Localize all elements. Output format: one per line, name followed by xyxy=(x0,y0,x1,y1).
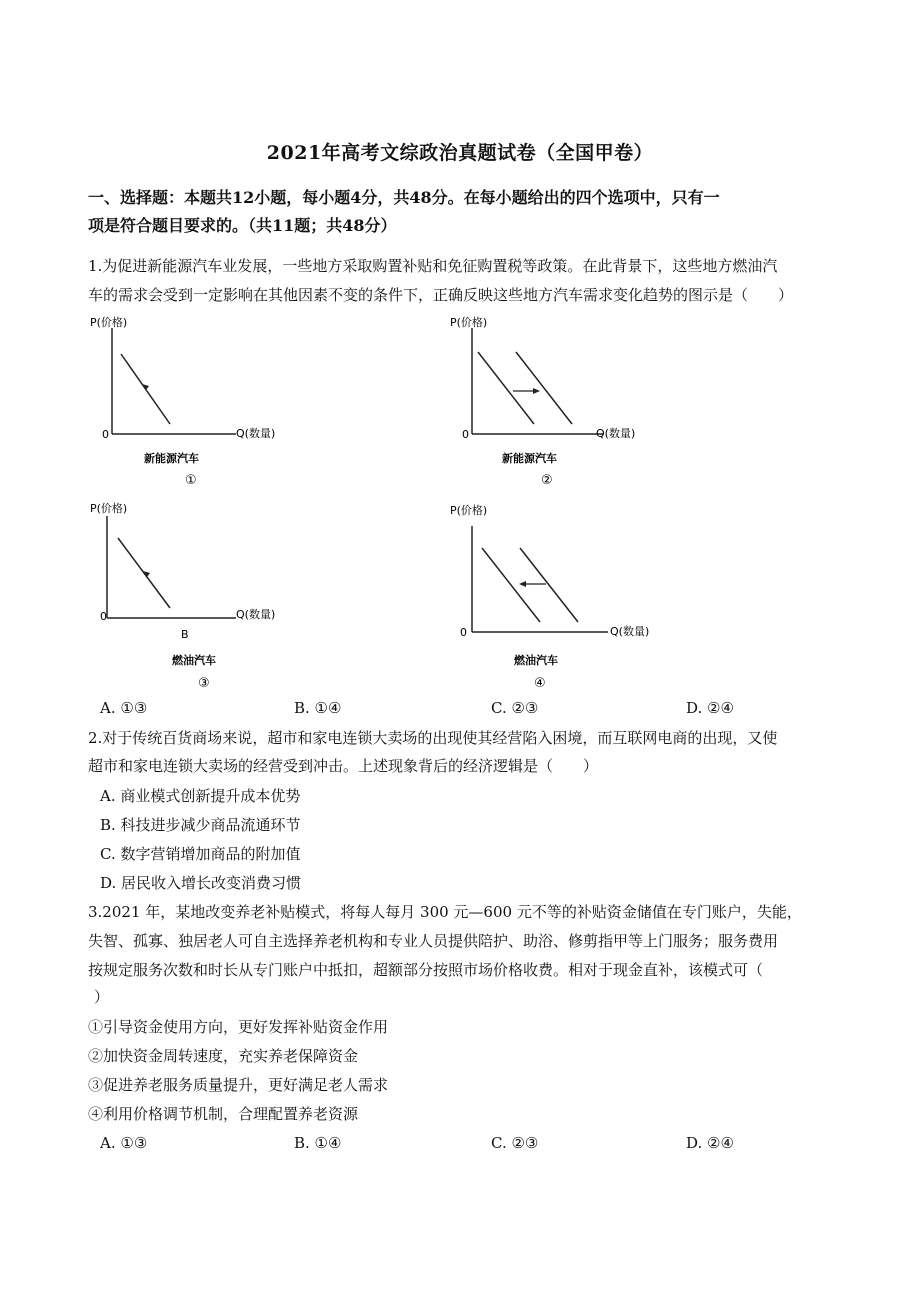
q3-stem-line1: 3.2021 年，某地改变养老补贴模式，将每人每月 300 元—600 元不等的补贴资金储值在专门账户，失能， xyxy=(88,903,802,921)
q1-stem-line1: 1.为促进新能源汽车业发展，一些地方采取购置补贴和免征购置税等政策。在此背景下，这些地方燃油汽 xyxy=(88,257,778,275)
arrow-left-icon xyxy=(519,581,526,587)
q1-graph-3 xyxy=(86,498,296,693)
section-heading-line1: 一、选择题：本题共12小题，每小题4分，共48分。在每小题给出的四个选项中，只有一 xyxy=(88,188,720,207)
q1-graph-4 xyxy=(446,498,676,693)
graph-number: ④ xyxy=(534,676,546,691)
q1-option-c[interactable]: C. ②③ xyxy=(491,699,539,717)
page-title: 2021年高考文综政治真题试卷（全国甲卷） xyxy=(266,142,654,164)
origin-label: 0 xyxy=(460,626,467,639)
q2-stem-line2: 超市和家电连锁大卖场的经营受到冲击。上述现象背后的经济逻辑是（ ） xyxy=(88,757,599,775)
y-axis-label: P(价格) xyxy=(90,316,128,329)
q2-option-c[interactable]: C. 数字营销增加商品的附加值 xyxy=(100,845,301,863)
origin-label: 0 xyxy=(462,428,469,441)
q3-item-3: ③促进养老服务质量提升，更好满足老人需求 xyxy=(88,1076,389,1094)
graph-extra-label: B xyxy=(181,628,189,641)
q3-item-4: ④利用价格调节机制，合理配置养老资源 xyxy=(88,1105,359,1123)
origin-label: 0 xyxy=(100,610,107,623)
y-axis-label: P(价格) xyxy=(90,502,128,515)
q1-graph-1 xyxy=(86,312,296,492)
x-axis-label: Q(数量) xyxy=(596,427,636,440)
graph-number: ③ xyxy=(198,676,210,691)
q2-option-a[interactable]: A. 商业模式创新提升成本优势 xyxy=(100,787,301,805)
q3-option-a[interactable]: A. ①③ xyxy=(100,1134,148,1152)
demand-curve-original xyxy=(478,352,534,424)
y-axis-label: P(价格) xyxy=(450,504,488,517)
q3-stem-line2: 失智、孤寡、独居老人可自主选择养老机构和专业人员提供陪护、助浴、修剪指甲等上门服务；服务费用 xyxy=(88,932,779,950)
y-axis-label: P(价格) xyxy=(450,316,488,329)
q3-option-b[interactable]: B. ①④ xyxy=(294,1134,342,1152)
demand-curve-shifted xyxy=(516,352,572,424)
section-heading-line2: 项是符合题目要求的。（共11题；共48分） xyxy=(88,216,397,235)
graph-caption: 新能源汽车 xyxy=(144,452,199,465)
q3-stem-line4: ） xyxy=(94,988,110,1006)
q1-option-b[interactable]: B. ①④ xyxy=(294,699,342,717)
x-axis-label: Q(数量) xyxy=(236,427,276,440)
q3-option-c[interactable]: C. ②③ xyxy=(491,1134,539,1152)
q1-option-d[interactable]: D. ②④ xyxy=(686,699,734,717)
x-axis-label: Q(数量) xyxy=(610,625,650,638)
demand-curve-original xyxy=(520,548,578,622)
graph-caption: 燃油汽车 xyxy=(172,654,216,667)
q1-graph-2 xyxy=(446,312,666,492)
q2-stem-line1: 2.对于传统百货商场来说，超市和家电连锁大卖场的出现使其经营陷入困境，而互联网电商的出现，又使 xyxy=(88,729,778,747)
arrow-right-icon xyxy=(533,388,540,394)
graph-number: ② xyxy=(541,473,553,488)
q2-option-b[interactable]: B. 科技进步减少商品流通环节 xyxy=(100,816,301,834)
q3-item-2: ②加快资金周转速度，充实养老保障资金 xyxy=(88,1047,359,1065)
curve-arrow-icon xyxy=(142,384,149,390)
graph-caption: 燃油汽车 xyxy=(514,654,558,667)
q3-item-1: ①引导资金使用方向，更好发挥补贴资金作用 xyxy=(88,1018,389,1036)
q3-stem-line3: 按规定服务次数和时长从专门账户中抵扣，超额部分按照市场价格收费。相对于现金直补，该模式可（ xyxy=(88,961,764,979)
demand-curve-shifted xyxy=(482,548,540,622)
graph-caption: 新能源汽车 xyxy=(502,452,557,465)
q1-stem-line2: 车的需求会受到一定影响在其他因素不变的条件下，正确反映这些地方汽车需求变化趋势的图示是（ ） xyxy=(88,286,794,304)
q1-option-a[interactable]: A. ①③ xyxy=(100,699,148,717)
q3-option-d[interactable]: D. ②④ xyxy=(686,1134,734,1152)
x-axis-label: Q(数量) xyxy=(236,608,276,621)
graph-number: ① xyxy=(185,473,197,488)
origin-label: 0 xyxy=(102,428,109,441)
q2-option-d[interactable]: D. 居民收入增长改变消费习惯 xyxy=(100,874,302,892)
demand-curve xyxy=(118,538,170,608)
